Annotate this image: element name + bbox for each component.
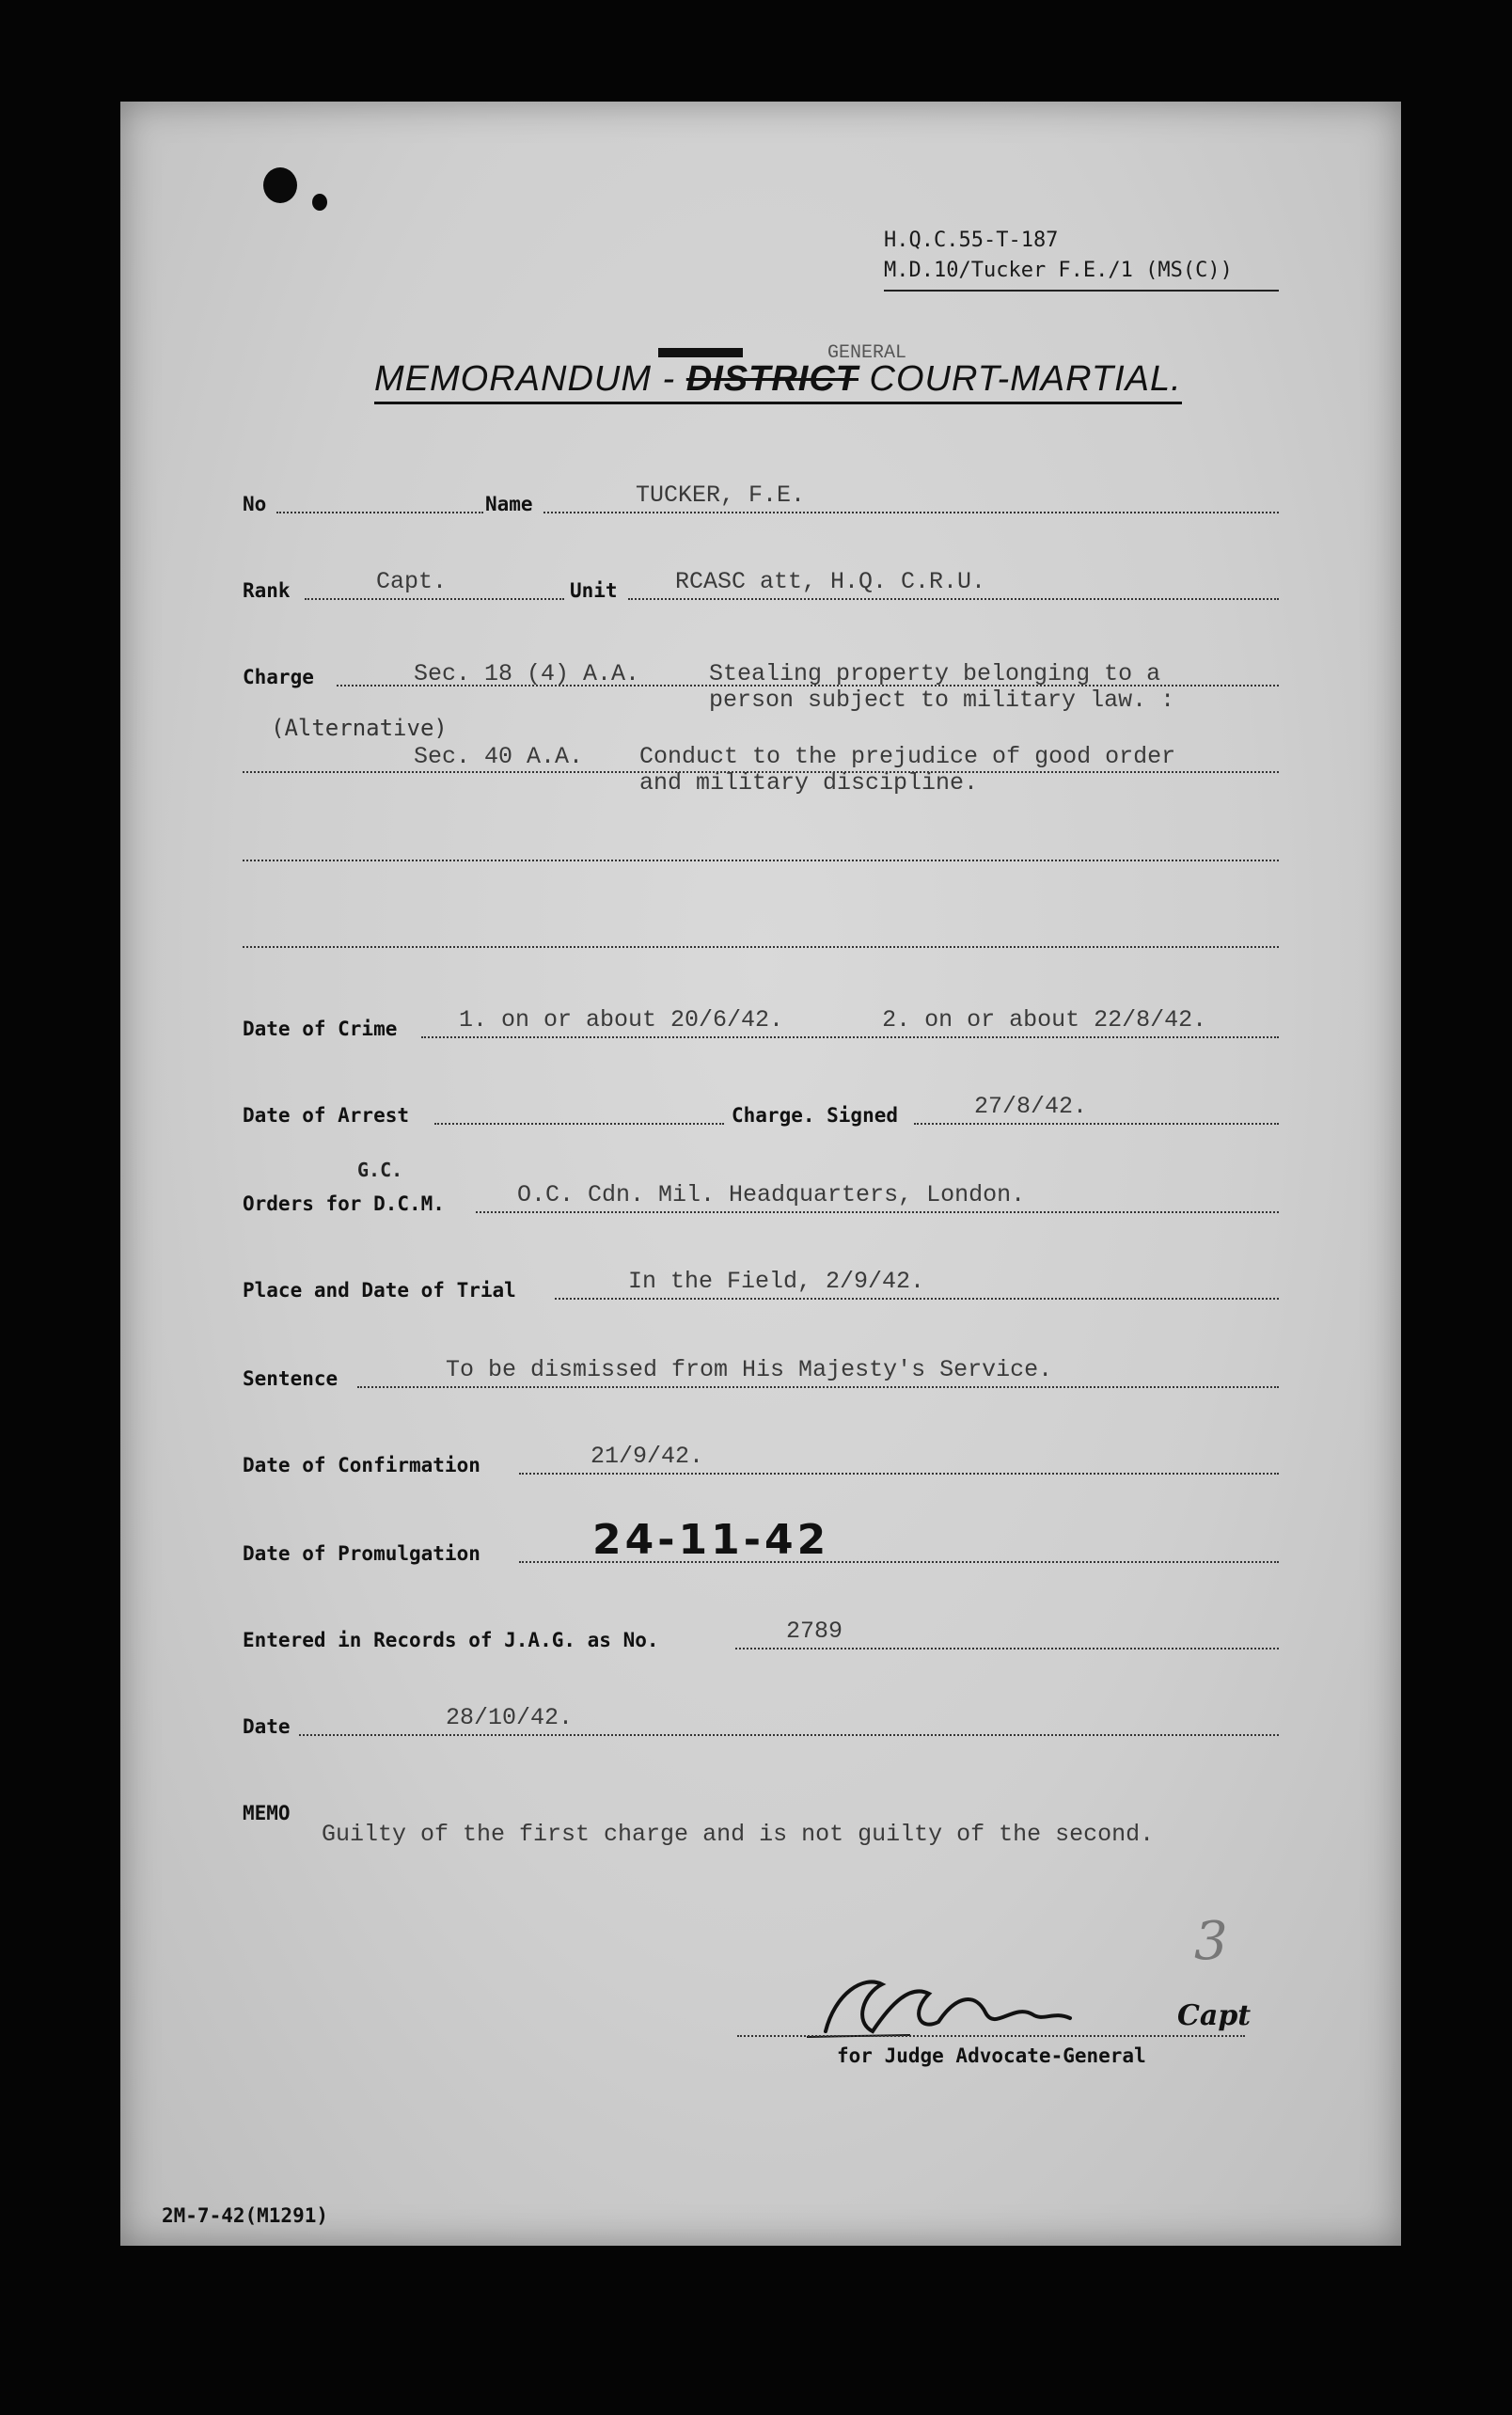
signature-line	[737, 2035, 1245, 2037]
orders-value: O.C. Cdn. Mil. Headquarters, London.	[517, 1181, 1026, 1208]
title-struck-word: DISTRICT	[685, 359, 858, 399]
reference-underline	[884, 290, 1279, 292]
orders-line	[476, 1211, 1279, 1213]
ink-blot	[263, 167, 297, 203]
place-date-line	[555, 1298, 1279, 1300]
no-field-line	[276, 512, 483, 513]
rank-field-line	[305, 598, 564, 600]
unit-value: RCASC att, H.Q. C.R.U.	[675, 568, 986, 595]
title-suffix: COURT-MARTIAL.	[858, 359, 1182, 399]
orders-label: Orders for D.C.M.	[243, 1192, 445, 1215]
jag-line	[735, 1648, 1279, 1649]
charge-1-section: Sec. 18 (4) A.A.	[414, 660, 640, 687]
name-field-line	[543, 512, 1279, 513]
charge-1-text-b: person subject to military law. :	[709, 687, 1175, 714]
reference-line-1: H.Q.C.55-T-187	[884, 229, 1059, 252]
date-of-arrest-line	[434, 1123, 724, 1125]
document-page	[120, 102, 1401, 2246]
date-of-crime-label: Date of Crime	[243, 1018, 398, 1040]
date-of-crime-value: 1. on or about 20/6/42. 2. on or about 22/8/42.	[459, 1006, 1207, 1034]
unit-label: Unit	[570, 579, 618, 602]
date-line	[299, 1734, 1279, 1736]
place-date-value: In the Field, 2/9/42.	[628, 1268, 925, 1295]
jag-label: Entered in Records of J.A.G. as No.	[243, 1629, 659, 1651]
jag-value: 2789	[786, 1618, 843, 1645]
title-prefix: MEMORANDUM -	[374, 359, 686, 399]
charge-2-text-a: Conduct to the prejudice of good order	[639, 743, 1176, 770]
charge-1-text-a: Stealing property belonging to a	[709, 660, 1161, 687]
name-label: Name	[485, 493, 533, 515]
charge-label: Charge	[243, 666, 314, 688]
confirmation-value: 21/9/42.	[591, 1443, 704, 1470]
reference-line-2: M.D.10/Tucker F.E./1 (MS(C))	[884, 259, 1233, 282]
date-of-crime-line	[421, 1036, 1279, 1038]
orders-superscript: G.C.	[357, 1159, 403, 1181]
ink-blot-small	[312, 194, 327, 211]
sentence-label: Sentence	[243, 1367, 339, 1390]
confirmation-line	[519, 1473, 1279, 1475]
promulgation-value: 24-11-42	[592, 1516, 830, 1564]
title-strike-mark	[658, 348, 743, 357]
date-of-arrest-label: Date of Arrest	[243, 1104, 410, 1127]
promulgation-label: Date of Promulgation	[243, 1542, 480, 1565]
alternative-label: (Alternative)	[271, 715, 448, 741]
title-superscript: GENERAL	[827, 342, 907, 364]
rank-value: Capt.	[376, 568, 448, 595]
memo-label: MEMO	[243, 1802, 291, 1824]
charge-signed-line	[914, 1123, 1279, 1125]
no-label: No	[243, 493, 267, 515]
date-value: 28/10/42.	[446, 1704, 574, 1731]
date-label: Date	[243, 1715, 291, 1738]
form-code: 2M-7-42(M1291)	[162, 2204, 329, 2227]
unit-field-line	[628, 598, 1279, 600]
signature-rank: Capt	[1177, 1999, 1252, 2032]
place-date-label: Place and Date of Trial	[243, 1279, 516, 1302]
memo-value: Guilty of the first charge and is not guilty of the second.	[322, 1821, 1155, 1848]
page-number: 3	[1194, 1911, 1228, 1972]
charge-signed-value: 27/8/42.	[974, 1093, 1088, 1120]
page-title	[374, 359, 1182, 404]
signature-caption: for Judge Advocate-General	[837, 2044, 1146, 2067]
sentence-line	[357, 1386, 1279, 1388]
charge-2-section: Sec. 40 A.A.	[414, 743, 584, 770]
sentence-value: To be dismissed from His Majesty's Service.	[446, 1356, 1053, 1383]
blank-line-2	[243, 946, 1279, 948]
name-value: TUCKER, F.E.	[636, 481, 806, 509]
confirmation-label: Date of Confirmation	[243, 1454, 480, 1476]
rank-label: Rank	[243, 579, 291, 602]
charge-2-text-b: and military discipline.	[639, 769, 979, 797]
blank-line-1	[243, 860, 1279, 861]
charge-signed-label: Charge. Signed	[732, 1104, 899, 1127]
